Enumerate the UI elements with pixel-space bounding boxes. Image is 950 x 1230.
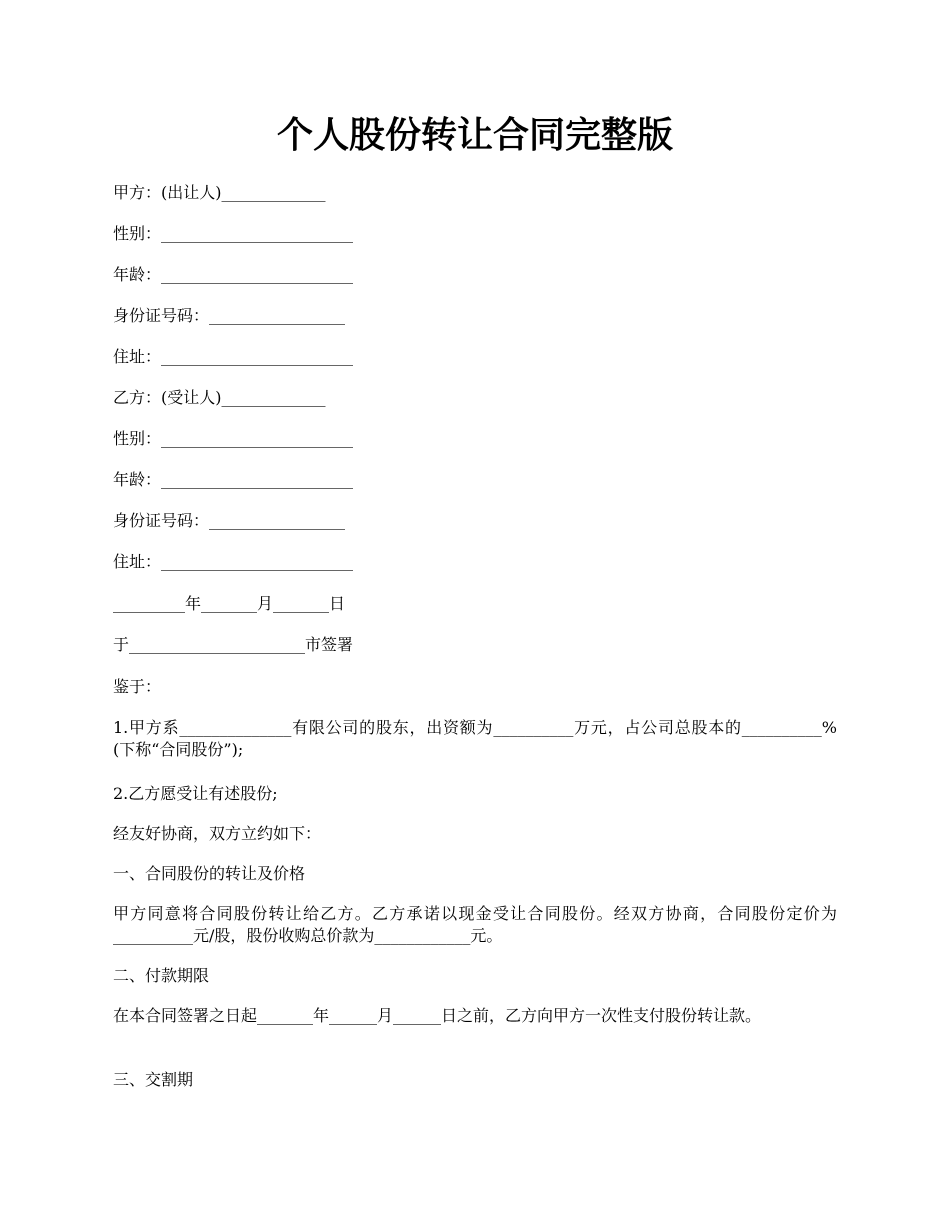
document-title: 个人股份转让合同完整版 — [276, 114, 673, 156]
party-a-age: 年龄：________________________ — [113, 265, 354, 284]
whereas-heading: 鉴于： — [113, 677, 162, 696]
section-body: 在本合同签署之日起_______年______月______日之前，乙方向甲方一次性支付股份转让款。 — [113, 1006, 762, 1025]
party-a-header: 甲方：(出让人)_____________ — [113, 183, 326, 202]
party-b-header: 乙方：(受让人)_____________ — [113, 388, 326, 407]
party-a-address: 住址：________________________ — [113, 347, 354, 366]
signing-place-line: 于______________________市签署 — [113, 635, 354, 654]
party-b-id-number: 身份证号码：_________________ — [113, 511, 346, 530]
whereas-item-2: 2.乙方愿受让有述股份; — [113, 784, 278, 803]
agreement-intro: 经友好协商，双方立约如下： — [113, 824, 322, 843]
party-a-gender: 性别：________________________ — [113, 224, 354, 243]
section-heading: 一、合同股份的转让及价格 — [113, 864, 306, 883]
party-a-id-number: 身份证号码：_________________ — [113, 306, 346, 325]
section-heading: 三、交割期 — [113, 1070, 194, 1089]
party-b-gender: 性别：________________________ — [113, 429, 354, 448]
section-heading: 二、付款期限 — [113, 966, 210, 985]
signing-date-line: _________年_______月_______日 — [113, 594, 346, 613]
whereas-item-1: 1.甲方系______________有限公司的股东，出资额为__________万元，占公司总股本的__________%(下称“合同股份”); — [113, 718, 837, 759]
section-body: 甲方同意将合同股份转让给乙方。乙方承诺以现金受让合同股份。经双方协商，合同股份定价为__________元/股，股份收购总价款为____________元。 — [113, 904, 837, 945]
party-b-address: 住址：________________________ — [113, 552, 354, 571]
party-b-age: 年龄：________________________ — [113, 470, 354, 489]
